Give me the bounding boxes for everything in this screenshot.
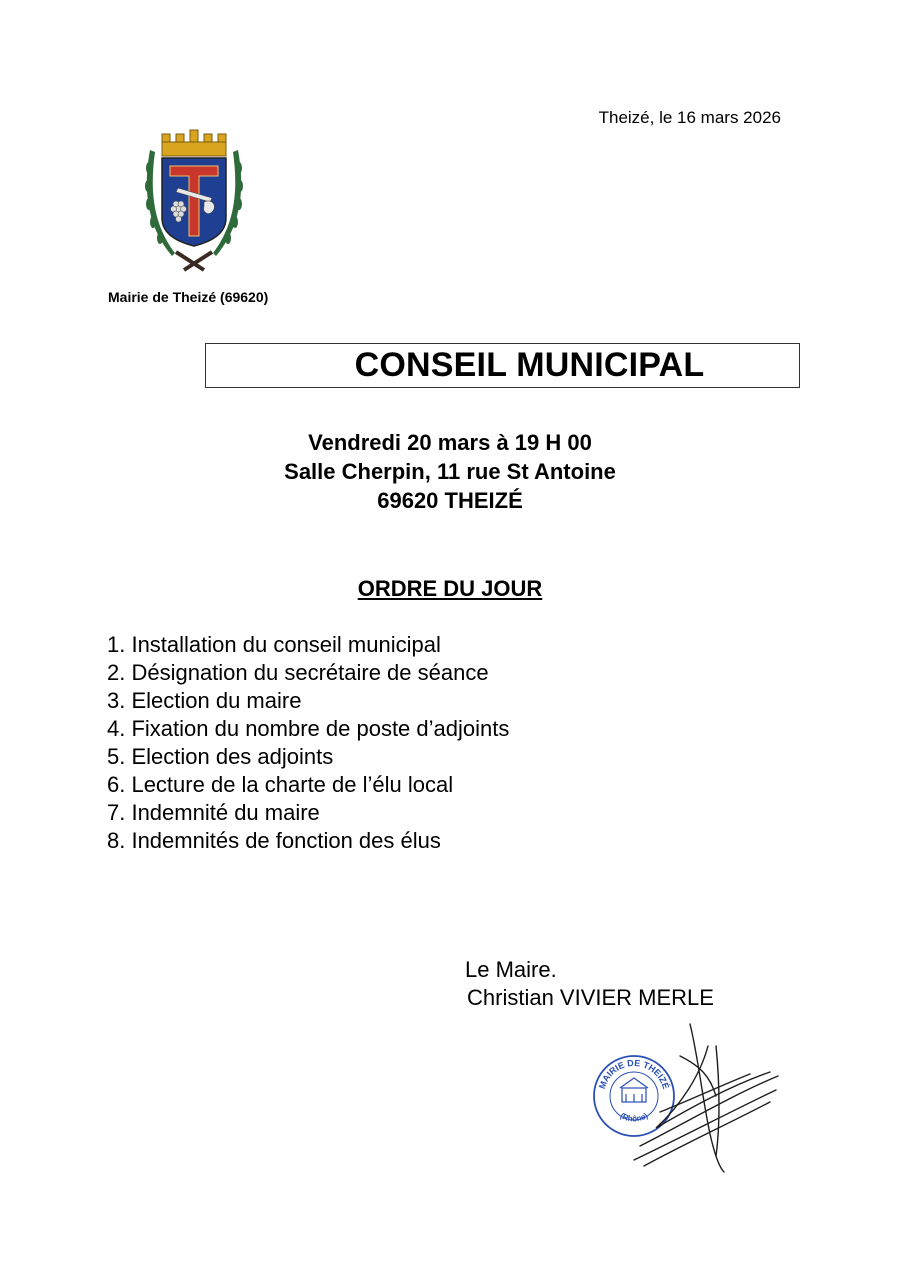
signature-block — [465, 956, 714, 1012]
meeting-details — [0, 428, 900, 515]
coat-of-arms-logo — [142, 128, 246, 272]
agenda-list — [107, 631, 509, 855]
agenda-item: 8. Indemnités de fonction des élus — [107, 828, 441, 853]
title-box — [205, 343, 800, 388]
handwritten-signature — [620, 1016, 785, 1181]
signatory-name: Christian VIVIER MERLE — [467, 985, 714, 1010]
agenda-item: 2. Désignation du secrétaire de séance — [107, 660, 489, 685]
meeting-date-time: Vendredi 20 mars à 19 H 00 — [308, 430, 592, 455]
stamp-bottom-text: (Rhône) — [618, 1111, 650, 1124]
agenda-item: 5. Election des adjoints — [107, 744, 334, 769]
signatory-role: Le Maire. — [465, 957, 557, 982]
agenda-item: 3. Election du maire — [107, 688, 302, 713]
meeting-venue: Salle Cherpin, 11 rue St Antoine — [284, 459, 616, 484]
agenda-heading-row — [0, 576, 900, 602]
date-line: Theizé, le 16 mars 2026 — [598, 108, 781, 127]
meeting-city: 69620 THEIZÉ — [377, 488, 523, 513]
agenda-item: 4. Fixation du nombre de poste d’adjoints — [107, 716, 510, 741]
agenda-item: 6. Lecture de la charte de l’élu local — [107, 772, 454, 797]
mural-crown — [162, 130, 226, 156]
agenda-heading: ORDRE DU JOUR — [357, 576, 543, 601]
organization-name: Mairie de Theizé (69620) — [108, 289, 269, 305]
agenda-item: 1. Installation du conseil municipal — [107, 632, 441, 657]
agenda-item: 7. Indemnité du maire — [107, 800, 320, 825]
stamp-top-text: MAIRIE DE THEIZÉ — [596, 1057, 672, 1091]
page-title: CONSEIL MUNICIPAL — [354, 346, 705, 384]
